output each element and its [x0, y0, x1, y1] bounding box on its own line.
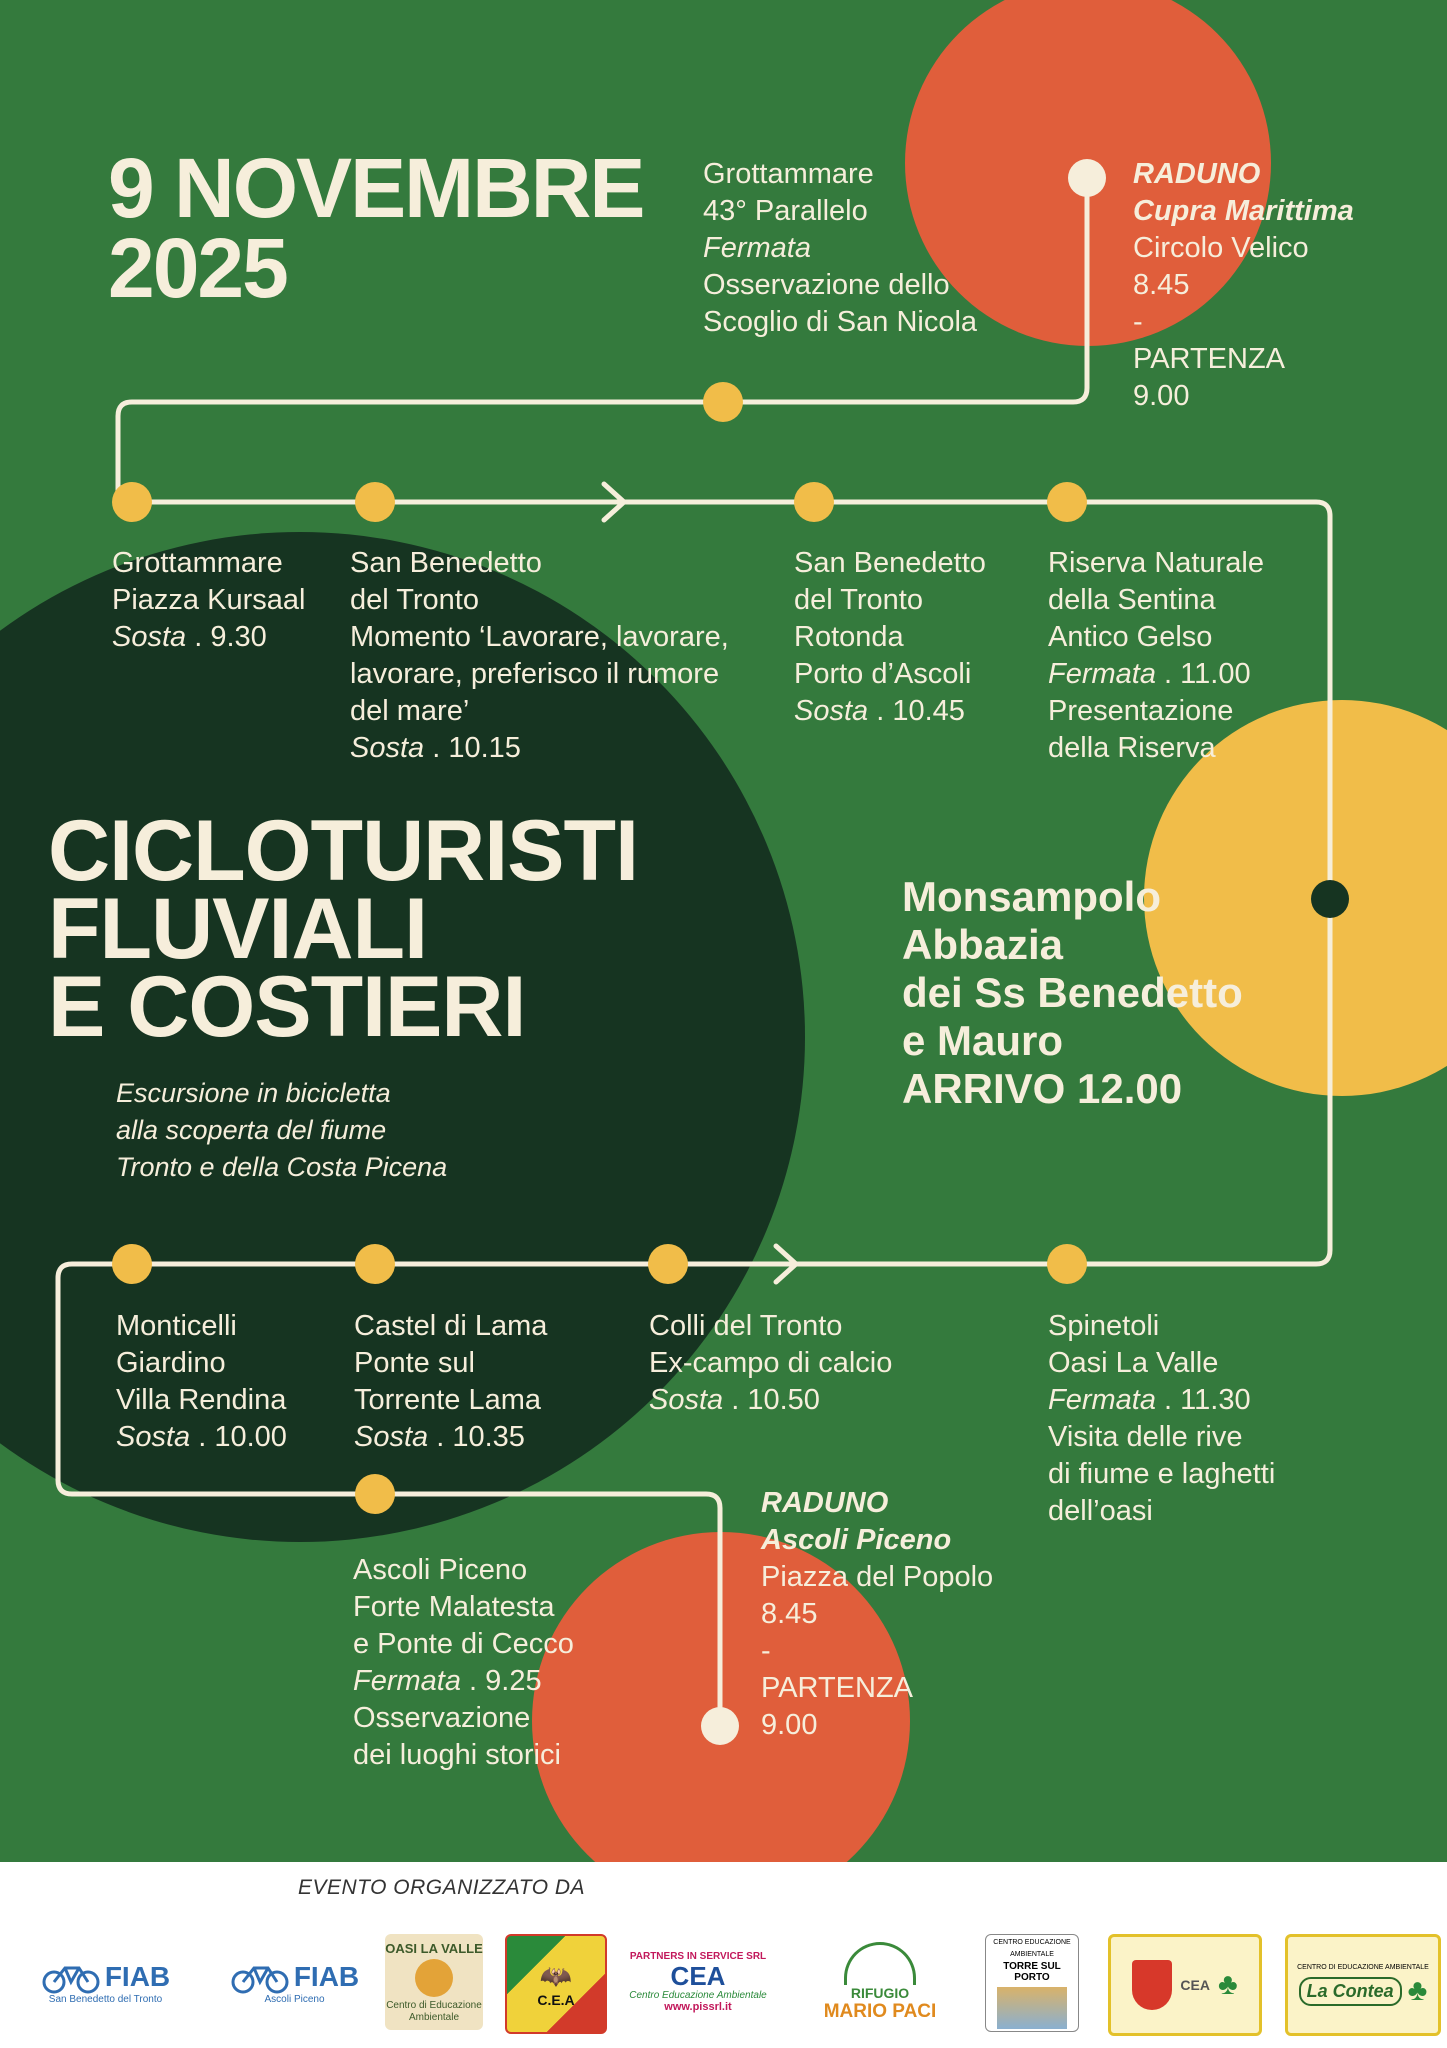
partners-top: PARTNERS IN SERVICE SRL: [629, 1951, 767, 1962]
stop-grottammare-parallelo: [703, 156, 977, 341]
raduno-place: Ascoli Piceno: [761, 1524, 952, 1556]
title-line-3: E COSTIERI: [48, 959, 526, 1055]
stop-time: . 10.45: [868, 695, 965, 727]
stop-line: Rotonda: [794, 621, 904, 653]
stop-line: Osservazione dello: [703, 269, 950, 301]
raduno-place: Cupra Marittima: [1133, 195, 1354, 227]
stop-time: 8.45: [1133, 269, 1190, 301]
partners-cea: CEA: [670, 1961, 726, 1991]
logo-torre-sul-porto: [985, 1934, 1079, 2032]
stop-time: . 11.00: [1155, 658, 1251, 690]
stop-line: Antico Gelso: [1048, 621, 1213, 653]
arrival-monsampolo: [902, 873, 1243, 1113]
stop-line: Osservazione: [353, 1702, 531, 1734]
stop-line: del Tronto: [794, 584, 923, 616]
stop-line: Oasi La Valle: [1048, 1347, 1219, 1379]
fiab-sub: San Benedetto del Tronto: [48, 1993, 163, 2005]
stop-line: PARTENZA: [761, 1672, 914, 1704]
stop-line: Presentazione: [1048, 695, 1234, 727]
stop-line: Momento ‘Lavorare, lavorare,: [350, 621, 729, 653]
stop-line: -: [1133, 306, 1143, 338]
title-line-1: CICLOTURISTI: [48, 803, 638, 899]
stop-monticelli: [116, 1308, 287, 1456]
tree-icon: ♣: [1407, 1974, 1428, 2007]
stop-dot-spinetoli: [1047, 1244, 1087, 1284]
stop-line: Scoglio di San Nicola: [703, 306, 978, 338]
stop-line: del Tronto: [350, 584, 479, 616]
fiab-name: FIAB: [293, 1960, 360, 1992]
contea-top: CENTRO DI EDUCAZIONE AMBIENTALE: [1297, 1964, 1429, 1971]
logo-la-contea: [1285, 1934, 1441, 2036]
partners-url: www.pissrl.it: [664, 2001, 732, 2013]
title-line-2: FLUVIALI: [48, 881, 427, 977]
stop-time: 8.45: [761, 1598, 818, 1630]
tower-icon: [997, 1987, 1067, 2029]
stop-colli-del-tronto: [649, 1308, 892, 1419]
stop-type: Fermata: [1048, 658, 1156, 690]
stop-line: della Sentina: [1048, 584, 1216, 616]
stop-dot-monticelli: [112, 1244, 152, 1284]
bicycle-icon: [230, 1960, 290, 1994]
logo-oasi-la-valle: [385, 1934, 483, 2030]
rifugio-top: RIFUGIO: [850, 1984, 910, 2001]
logo-associazione-speleologica: [505, 1934, 607, 2034]
stop-line: di fiume e laghetti: [1048, 1458, 1276, 1490]
stop-line: e Ponte di Cecco: [353, 1628, 574, 1660]
event-title: [48, 803, 638, 1055]
date-line-2: 2025: [108, 221, 287, 315]
stop-ascoli-forte: [353, 1552, 574, 1774]
cea-label: C.E.A: [537, 1991, 575, 2008]
stop-time: 9.00: [1133, 380, 1190, 412]
stop-line: San Benedetto: [350, 547, 542, 579]
stop-line: del mare’: [350, 695, 470, 727]
bat-icon: 🦇: [539, 1960, 573, 1991]
stop-type: Sosta: [350, 732, 425, 764]
stop-line: Monticelli: [116, 1310, 237, 1342]
oasi-sub: Centro di Educazione Ambientale: [386, 1999, 482, 2023]
partners-sub: Centro Educazione Ambientale: [629, 1990, 767, 2001]
stop-line: lavorare, preferisco il rumore: [350, 658, 720, 690]
logo-fiab-san-benedetto: [8, 1934, 203, 2030]
stop-time: . 10.35: [428, 1421, 525, 1453]
organizers-label: EVENTO ORGANIZZATO DA: [298, 1876, 586, 1899]
subtitle-line-2: alla scoperta del fiume: [116, 1115, 387, 1145]
event-subtitle: [116, 1075, 447, 1186]
stop-line: Castel di Lama: [354, 1310, 548, 1342]
stop-dot-sentina: [1047, 482, 1087, 522]
stop-line: PARTENZA: [1133, 343, 1286, 375]
stop-time: . 10.00: [190, 1421, 287, 1453]
stop-dot-san-benedetto-momento: [355, 482, 395, 522]
torre-name: TORRE SUL PORTO: [1003, 1961, 1061, 1983]
stop-cupra: [1133, 156, 1354, 415]
stop-line: Villa Rendina: [116, 1384, 287, 1416]
stop-type: Fermata: [353, 1665, 461, 1697]
start-node-ascoli: [701, 1707, 739, 1745]
logo-fiab-ascoli: [222, 1934, 367, 2030]
stop-line: Colli del Tronto: [649, 1310, 843, 1342]
stop-dot-kursaal: [112, 482, 152, 522]
stop-line: della Riserva: [1048, 732, 1216, 764]
stop-time: . 10.50: [723, 1384, 820, 1416]
stop-line: Ascoli Piceno: [353, 1554, 528, 1586]
raduno-label: RADUNO: [1133, 158, 1261, 190]
stop-line: Grottammare: [112, 547, 283, 579]
stop-sentina: [1048, 545, 1264, 767]
event-date: [108, 141, 644, 315]
stop-line: Porto d’Ascoli: [794, 658, 972, 690]
stop-line: Torrente Lama: [354, 1384, 541, 1416]
sun-icon: [415, 1959, 453, 1997]
stop-dot-rotonda: [794, 482, 834, 522]
stop-line: 43° Parallelo: [703, 195, 868, 227]
stop-dot-ascoli-forte: [355, 1474, 395, 1514]
subtitle-line-3: Tronto e della Costa Picena: [116, 1152, 448, 1182]
stop-line: Spinetoli: [1048, 1310, 1160, 1342]
fiab-name: FIAB: [104, 1960, 171, 1992]
stop-san-benedetto-momento: [350, 545, 729, 767]
raduno-label: RADUNO: [761, 1487, 889, 1519]
stop-ascoli-raduno: [761, 1485, 993, 1744]
stop-type: Sosta: [794, 695, 869, 727]
stop-type: Sosta: [112, 621, 187, 653]
stop-dot-grottammare-parallelo: [703, 382, 743, 422]
stop-type: Sosta: [354, 1421, 429, 1453]
bicycle-icon: [41, 1960, 101, 1994]
stop-time: . 9.30: [186, 621, 267, 653]
stop-type: Fermata: [703, 232, 811, 264]
stop-line: San Benedetto: [794, 547, 986, 579]
stop-san-benedetto-rotonda: [794, 545, 986, 730]
stop-line: dei luoghi storici: [353, 1739, 561, 1771]
stop-time: 9.00: [761, 1709, 818, 1741]
organizers-footer: [0, 1862, 1447, 2048]
arrival-line: e Mauro: [902, 1017, 1064, 1064]
logo-cea-offida: [1108, 1934, 1262, 2036]
coat-of-arms-icon: [1132, 1960, 1172, 2010]
stop-line: Giardino: [116, 1347, 226, 1379]
offida-name: CEA: [1180, 1977, 1210, 1993]
stop-line: Visita delle rive: [1048, 1421, 1243, 1453]
stop-line: Grottammare: [703, 158, 874, 190]
tree-icon: ♣: [1217, 1968, 1238, 2001]
stop-time: . 10.15: [424, 732, 521, 764]
mountain-icon: [844, 1942, 916, 1985]
stop-time: . 11.30: [1155, 1384, 1251, 1416]
arrival-line: Monsampolo: [902, 873, 1161, 920]
contea-name: La Contea: [1299, 1977, 1402, 2006]
stop-line: -: [761, 1635, 771, 1667]
stop-line: Riserva Naturale: [1048, 547, 1264, 579]
rifugio-name: MARIO PACI: [823, 2000, 937, 2022]
stop-type: Fermata: [1048, 1384, 1156, 1416]
stop-line: Forte Malatesta: [353, 1591, 555, 1623]
stop-castel-di-lama: [354, 1308, 547, 1456]
stop-dot-colli: [648, 1244, 688, 1284]
stop-line: Ex-campo di calcio: [649, 1347, 893, 1379]
logo-rifugio-mario-paci: [800, 1934, 960, 2030]
oasi-name: OASI LA VALLE: [385, 1940, 483, 1956]
stop-line: Piazza Kursaal: [112, 584, 306, 616]
torre-top: CENTRO EDUCAZIONE AMBIENTALE: [993, 1939, 1071, 1958]
arrival-line: Abbazia: [902, 921, 1064, 968]
arrival-node-monsampolo: [1311, 880, 1349, 918]
stop-dot-castel-di-lama: [355, 1244, 395, 1284]
start-node-cupra: [1068, 159, 1106, 197]
stop-line: Piazza del Popolo: [761, 1561, 994, 1593]
stop-time: . 9.25: [460, 1665, 542, 1697]
stop-type: Sosta: [116, 1421, 191, 1453]
stop-line: Circolo Velico: [1133, 232, 1309, 264]
arrival-line: dei Ss Benedetto: [902, 969, 1243, 1016]
subtitle-line-1: Escursione in bicicletta: [116, 1078, 391, 1108]
logo-partners-in-service: [628, 1934, 768, 2030]
stop-type: Sosta: [649, 1384, 724, 1416]
date-line-1: 9 NOVEMBRE: [108, 141, 644, 235]
stop-spinetoli: [1048, 1308, 1275, 1530]
arrival-time: ARRIVO 12.00: [902, 1065, 1183, 1112]
stop-line: Ponte sul: [354, 1347, 475, 1379]
fiab-sub: Ascoli Piceno: [264, 1993, 325, 2005]
stop-grottammare-kursaal: [112, 545, 305, 656]
stop-line: dell’oasi: [1048, 1495, 1153, 1527]
